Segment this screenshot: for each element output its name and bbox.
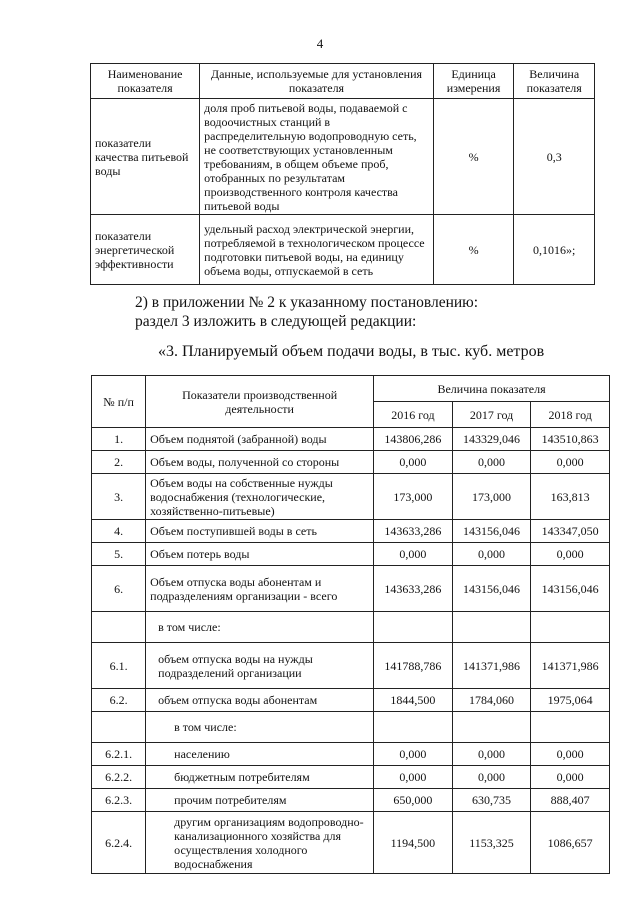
row-value: 0,000 [374, 451, 453, 474]
row-value: 0,000 [531, 451, 610, 474]
row-indicator: Объем поднятой (забранной) воды [146, 428, 374, 451]
row-value: 143156,046 [452, 566, 531, 612]
table-row [92, 566, 610, 612]
table-header-row [92, 376, 610, 402]
row-value: 141371,986 [531, 643, 610, 689]
table-row [92, 474, 610, 520]
indicator-name: показатели качества питьевой воды [91, 99, 200, 215]
table-row [92, 789, 610, 812]
row-indicator: другим организациям водопроводно-канализационного хозяйства для осуществления холодного водоснабжения [146, 812, 374, 874]
row-indicator: в том числе: [146, 612, 374, 643]
header-indicator: Показатели производственной деятельности [146, 376, 374, 428]
indicator-value: 0,3 [514, 99, 595, 215]
row-number: 5. [92, 543, 146, 566]
row-value: 173,000 [452, 474, 531, 520]
header-value: Величина показателя [374, 376, 610, 402]
row-value: 143156,046 [531, 566, 610, 612]
header-indicator-name: Наименование показателя [91, 64, 200, 99]
row-value [452, 712, 531, 743]
row-value: 173,000 [374, 474, 453, 520]
row-value: 888,407 [531, 789, 610, 812]
row-indicator: бюджетным потребителям [146, 766, 374, 789]
table-row [92, 543, 610, 566]
row-number: 4. [92, 520, 146, 543]
row-number [92, 712, 146, 743]
header-value: Величина показателя [514, 64, 595, 99]
water-supply-table [91, 375, 610, 874]
row-value: 143806,286 [374, 428, 453, 451]
row-number: 6.2. [92, 689, 146, 712]
page-number: 4 [316, 36, 324, 51]
table-row [91, 99, 595, 215]
row-number [92, 612, 146, 643]
header-num: № п/п [92, 376, 146, 428]
row-value: 143329,046 [452, 428, 531, 451]
row-value: 650,000 [374, 789, 453, 812]
row-number: 6. [92, 566, 146, 612]
row-value: 0,000 [452, 451, 531, 474]
table-row [92, 812, 610, 874]
row-value: 143633,286 [374, 566, 453, 612]
row-indicator: объем отпуска воды на нужды подразделений организации [146, 643, 374, 689]
row-indicator: Объем потерь воды [146, 543, 374, 566]
row-value: 143347,050 [531, 520, 610, 543]
table-row [92, 689, 610, 712]
table-row [92, 743, 610, 766]
table-header-row [91, 64, 595, 99]
row-indicator: Объем отпуска воды абонентам и подразделениям организации - всего [146, 566, 374, 612]
row-value: 143156,046 [452, 520, 531, 543]
row-value: 1086,657 [531, 812, 610, 874]
paragraph-amendment: 2) в приложении № 2 к указанному постановлению: [135, 294, 479, 311]
row-value: 0,000 [374, 543, 453, 566]
paragraph-section: раздел 3 изложить в следующей редакции: [135, 313, 417, 330]
row-number: 3. [92, 474, 146, 520]
row-indicator: Объем воды, полученной со стороны [146, 451, 374, 474]
row-value: 143633,286 [374, 520, 453, 543]
section-heading: «3. Планируемый объем подачи воды, в тыс. куб. метров [158, 343, 545, 360]
table-row [92, 428, 610, 451]
row-value: 0,000 [374, 743, 453, 766]
table-row [92, 766, 610, 789]
header-year: 2017 год [452, 402, 531, 428]
row-number: 2. [92, 451, 146, 474]
row-value: 0,000 [531, 543, 610, 566]
indicator-name: показатели энергетической эффективности [91, 215, 200, 285]
row-value: 1194,500 [374, 812, 453, 874]
row-value: 0,000 [374, 766, 453, 789]
row-value: 1975,064 [531, 689, 610, 712]
header-year: 2018 год [531, 402, 610, 428]
row-indicator: Объем воды на собственные нужды водоснабжения (технологические, хозяйственно-питьевые) [146, 474, 374, 520]
row-value: 141788,786 [374, 643, 453, 689]
row-value: 143510,863 [531, 428, 610, 451]
table-row [92, 451, 610, 474]
row-value [452, 612, 531, 643]
header-unit: Единица измерения [433, 64, 514, 99]
header-data-used: Данные, используемые для установления показателя [200, 64, 434, 99]
row-value: 0,000 [452, 543, 531, 566]
row-value [531, 712, 610, 743]
row-indicator: населению [146, 743, 374, 766]
row-indicator: в том числе: [146, 712, 374, 743]
indicator-data: удельный расход электрической энергии, потребляемой в технологическом процессе подготовки питьевой воды, на единицу объема воды, отпускаемой в сеть [200, 215, 434, 285]
row-value [531, 612, 610, 643]
row-number: 6.2.4. [92, 812, 146, 874]
row-value: 0,000 [531, 743, 610, 766]
row-number: 6.2.1. [92, 743, 146, 766]
row-value [374, 712, 453, 743]
row-number: 6.2.2. [92, 766, 146, 789]
indicator-value: 0,1016»; [514, 215, 595, 285]
row-number: 6.1. [92, 643, 146, 689]
row-value: 141371,986 [452, 643, 531, 689]
row-value [374, 612, 453, 643]
row-value: 1844,500 [374, 689, 453, 712]
row-value: 1784,060 [452, 689, 531, 712]
row-value: 0,000 [531, 766, 610, 789]
row-indicator: Объем поступившей воды в сеть [146, 520, 374, 543]
indicator-unit: % [433, 99, 514, 215]
row-number: 6.2.3. [92, 789, 146, 812]
indicator-data: доля проб питьевой воды, подаваемой с водоочистных станций в распределительную водопроводную сеть, не соответствующих установленным требованиям, в общем объеме проб, отобранных по результатам производственного контроля качества питьевой воды [200, 99, 434, 215]
header-year: 2016 год [374, 402, 453, 428]
row-value: 0,000 [452, 743, 531, 766]
row-indicator: объем отпуска воды абонентам [146, 689, 374, 712]
table-row [92, 712, 610, 743]
row-value: 163,813 [531, 474, 610, 520]
table-row [92, 520, 610, 543]
table-row [91, 215, 595, 285]
row-value: 630,735 [452, 789, 531, 812]
quality-indicators-table [90, 63, 595, 285]
table-row [92, 612, 610, 643]
table-row [92, 643, 610, 689]
row-value: 0,000 [452, 766, 531, 789]
row-value: 1153,325 [452, 812, 531, 874]
row-indicator: прочим потребителям [146, 789, 374, 812]
row-number: 1. [92, 428, 146, 451]
indicator-unit: % [433, 215, 514, 285]
